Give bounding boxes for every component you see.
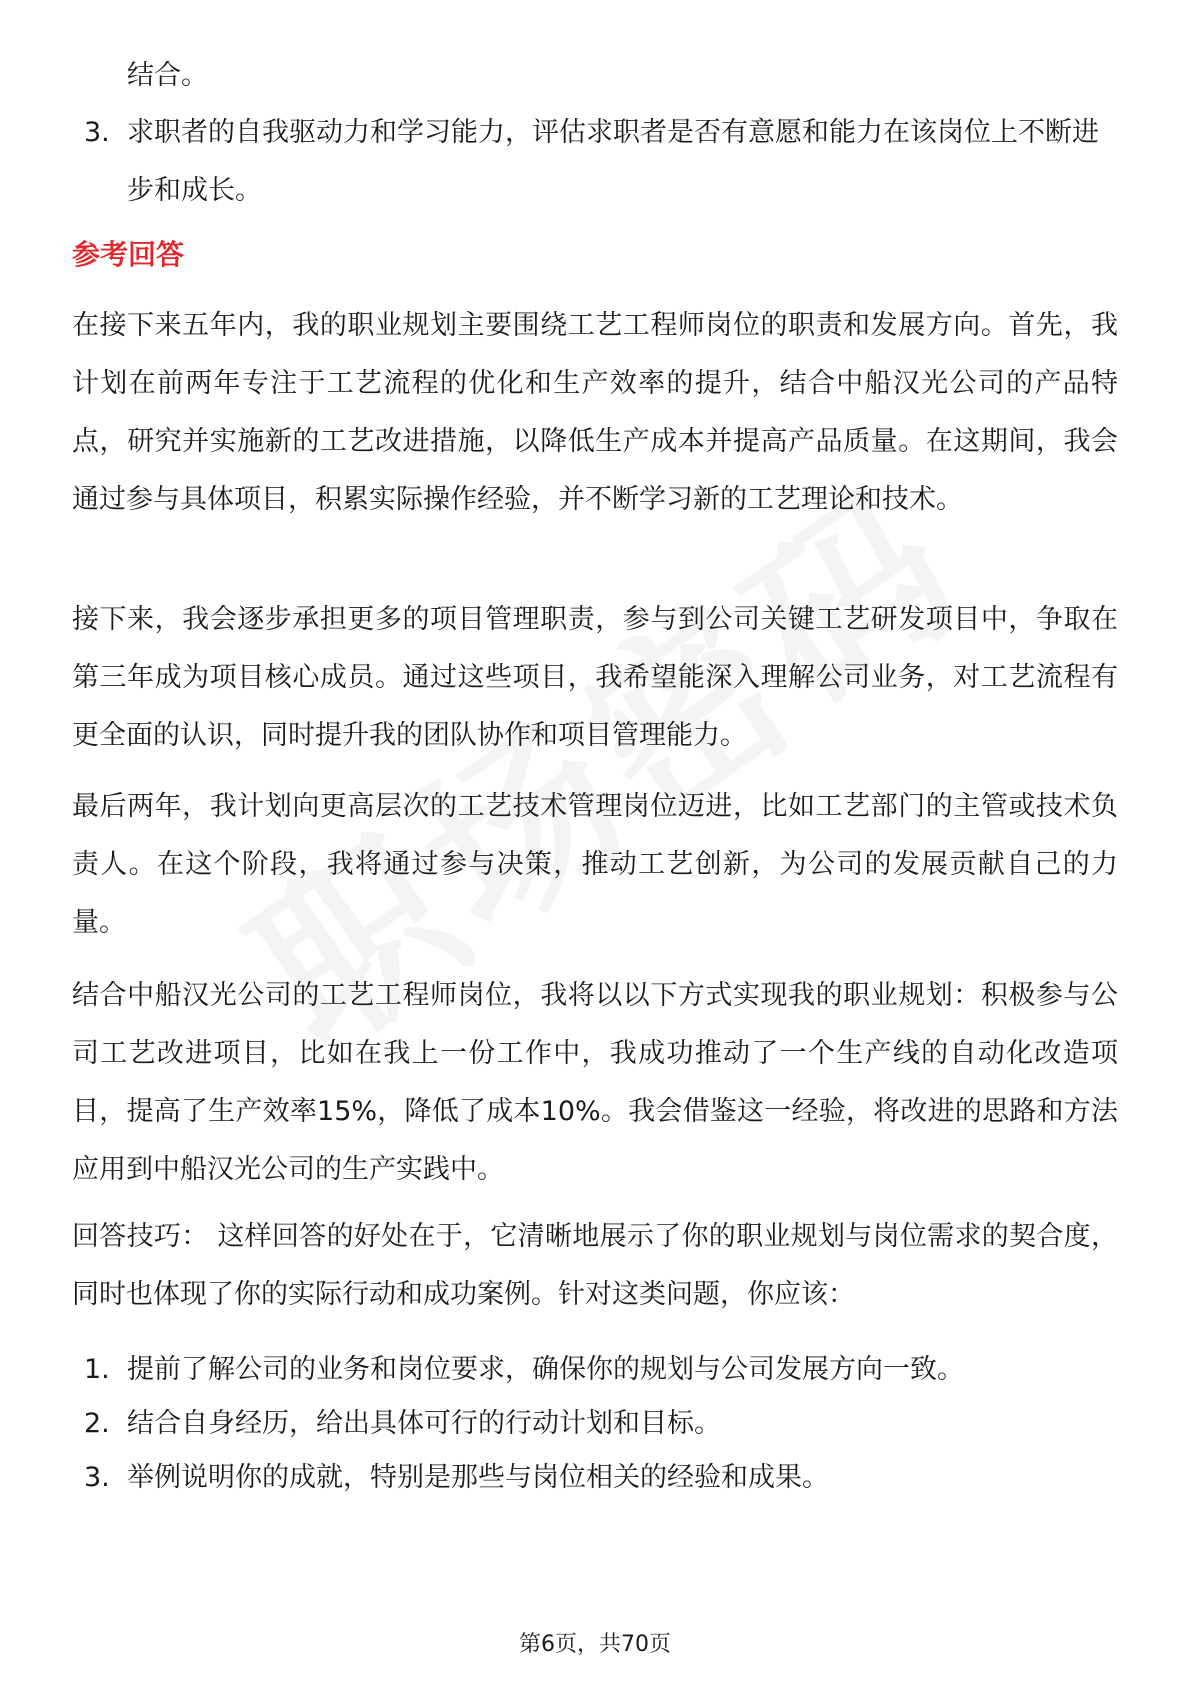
paragraph: 在接下来五年内，我的职业规划主要围绕工艺工程师岗位的职责和发展方向。首先，我计划在前两年专注于工艺流程的优化和生产效率的提升，结合中船汉光公司的产品特点，研究并实施新的工艺改进措施，以降低生产成本并提高产品质量。在这期间，我会通过参与具体项目，积累实际操作经验，并不断学习新的工艺理论和技术。 — [72, 310, 1118, 515]
list-item-continuation: 结合。 — [127, 60, 208, 91]
list-item-text: 结合自身经历，给出具体可行的行动计划和目标。 — [127, 1408, 721, 1439]
list-item — [84, 104, 1114, 220]
paragraph: 最后两年，我计划向更高层次的工艺技术管理岗位迈进，比如工艺部门的主管或技术负责人。在这个阶段，我将通过参与决策，推动工艺创新，为公司的发展贡献自己的力量。 — [72, 791, 1118, 938]
list-item-text: 求职者的自我驱动力和学习能力，评估求职者是否有意愿和能力在该岗位上不断进步和成长。 — [127, 117, 1099, 206]
answer-tips-paragraph: 回答技巧： 这样回答的好处在于，它清晰地展示了你的职业规划与岗位需求的契合度，同时也体现了你的实际行动和成功案例。针对这类问题，你应该： — [72, 1221, 1118, 1310]
list-item — [84, 1449, 1114, 1507]
paragraph: 接下来，我会逐步承担更多的项目管理职责，参与到公司关键工艺研发项目中，争取在第三年成为项目核心成员。通过这些项目，我希望能深入理解公司业务，对工艺流程有更全面的认识，同时提升我的团队协作和项目管理能力。 — [72, 604, 1118, 751]
list-item-text: 提前了解公司的业务和岗位要求，确保你的规划与公司发展方向一致。 — [127, 1354, 964, 1385]
list-item — [84, 1341, 1114, 1399]
list-item-number: 1. — [84, 1354, 110, 1385]
list-item-text: 举例说明你的成就，特别是那些与岗位相关的经验和成果。 — [127, 1462, 829, 1493]
list-item-number: 3. — [84, 117, 110, 148]
list-item — [84, 1395, 1114, 1453]
answer-heading: 参考回答 — [72, 238, 185, 271]
list-item-number: 3. — [84, 1462, 110, 1493]
page-footer: 第6页，共70页 — [519, 1632, 671, 1657]
list-item-number: 2. — [84, 1408, 110, 1439]
paragraph: 结合中船汉光公司的工艺工程师岗位，我将以以下方式实现我的职业规划：积极参与公司工艺改进项目，比如在我上一份工作中，我成功推动了一个生产线的自动化改造项目，提高了生产效率15%，降低了成本10%。我会借鉴这一经验，将改进的思路和方法应用到中船汉光公司的生产实践中。 — [72, 980, 1118, 1185]
